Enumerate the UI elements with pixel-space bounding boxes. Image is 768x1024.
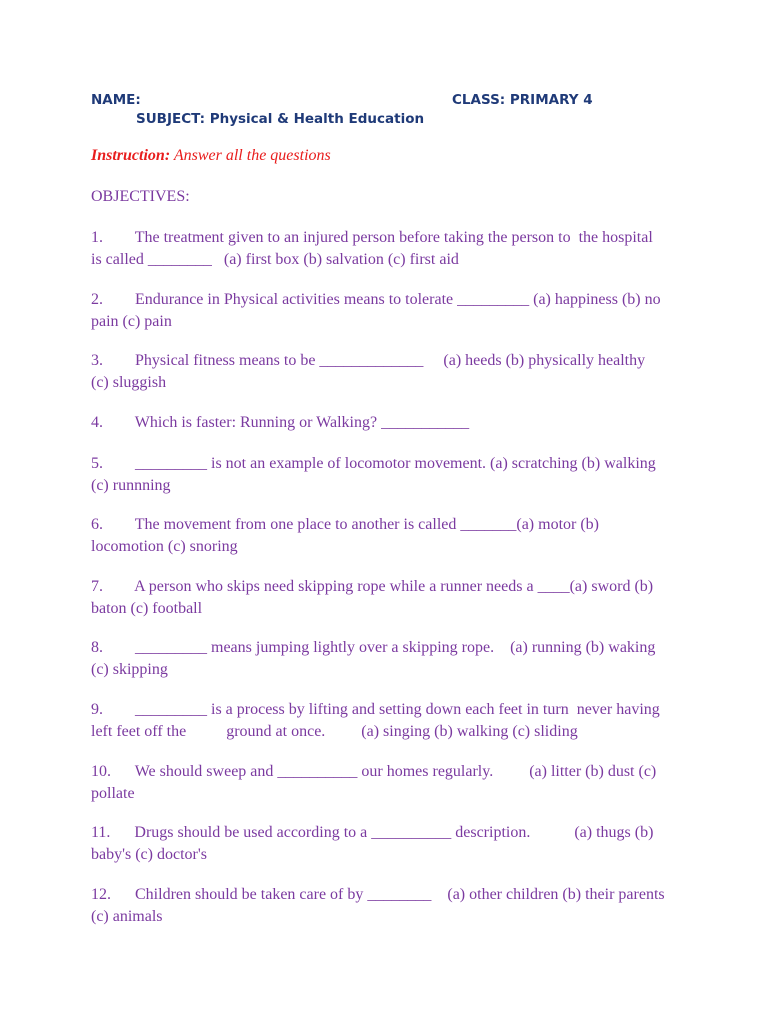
question-3 <box>91 350 691 394</box>
subject-label: SUBJECT: Physical & Health Education <box>136 111 425 127</box>
question-12 <box>91 884 691 928</box>
instruction-text: Answer all the questions <box>170 147 331 164</box>
instruction <box>91 147 331 165</box>
question-11 <box>91 822 691 866</box>
question-line: is called ________ (a) first box (b) salvation (c) first aid <box>91 251 459 268</box>
question-6 <box>91 514 691 558</box>
class-label: CLASS: PRIMARY 4 <box>452 92 593 108</box>
question-line: baby's (c) doctor's <box>91 846 207 863</box>
question-line: 11. Drugs should be used according to a __________ description. (a) thugs (b) <box>91 824 654 841</box>
question-line: 12. Children should be taken care of by ________ (a) other children (b) their parents <box>91 886 665 903</box>
question-line: (c) runnning <box>91 477 171 494</box>
question-line: 7. A person who skips need skipping rope while a runner needs a ____(a) sword (b) <box>91 578 654 595</box>
question-line: 3. Physical fitness means to be _____________ (a) heeds (b) physically healthy <box>91 352 646 369</box>
question-line: left feet off the ground at once. (a) singing (b) walking (c) sliding <box>91 723 578 740</box>
question-line: 6. The movement from one place to another is called _______(a) motor (b) <box>91 516 599 533</box>
question-line: 4. Which is faster: Running or Walking? ___________ <box>91 414 470 431</box>
question-line: baton (c) football <box>91 600 203 617</box>
question-line: locomotion (c) snoring <box>91 538 238 555</box>
question-line: pollate <box>91 785 135 802</box>
question-line: 5. _________ is not an example of locomotor movement. (a) scratching (b) walking <box>91 455 656 472</box>
question-9 <box>91 699 691 743</box>
question-line: 9. _________ is a process by lifting and setting down each feet in turn never having <box>91 701 660 718</box>
question-line: (c) skipping <box>91 661 168 678</box>
question-line: (c) sluggish <box>91 374 167 391</box>
section-title: OBJECTIVES: <box>91 188 190 205</box>
question-line: 8. _________ means jumping lightly over a skipping rope. (a) running (b) waking <box>91 639 656 656</box>
question-line: (c) animals <box>91 908 163 925</box>
question-1 <box>91 227 691 271</box>
question-line: pain (c) pain <box>91 313 172 330</box>
question-8 <box>91 637 691 681</box>
question-line: 1. The treatment given to an injured person before taking the person to the hospital <box>91 229 653 246</box>
question-2 <box>91 289 691 333</box>
name-label: NAME: <box>91 92 141 108</box>
question-4 <box>91 412 691 434</box>
question-7 <box>91 576 691 620</box>
question-10 <box>91 761 691 805</box>
instruction-label: Instruction: <box>91 147 171 164</box>
question-line: 2. Endurance in Physical activities means to tolerate _________ (a) happiness (b) no <box>91 291 661 308</box>
question-5 <box>91 453 691 497</box>
question-line: 10. We should sweep and __________ our homes regularly. (a) litter (b) dust (c) <box>91 763 657 780</box>
